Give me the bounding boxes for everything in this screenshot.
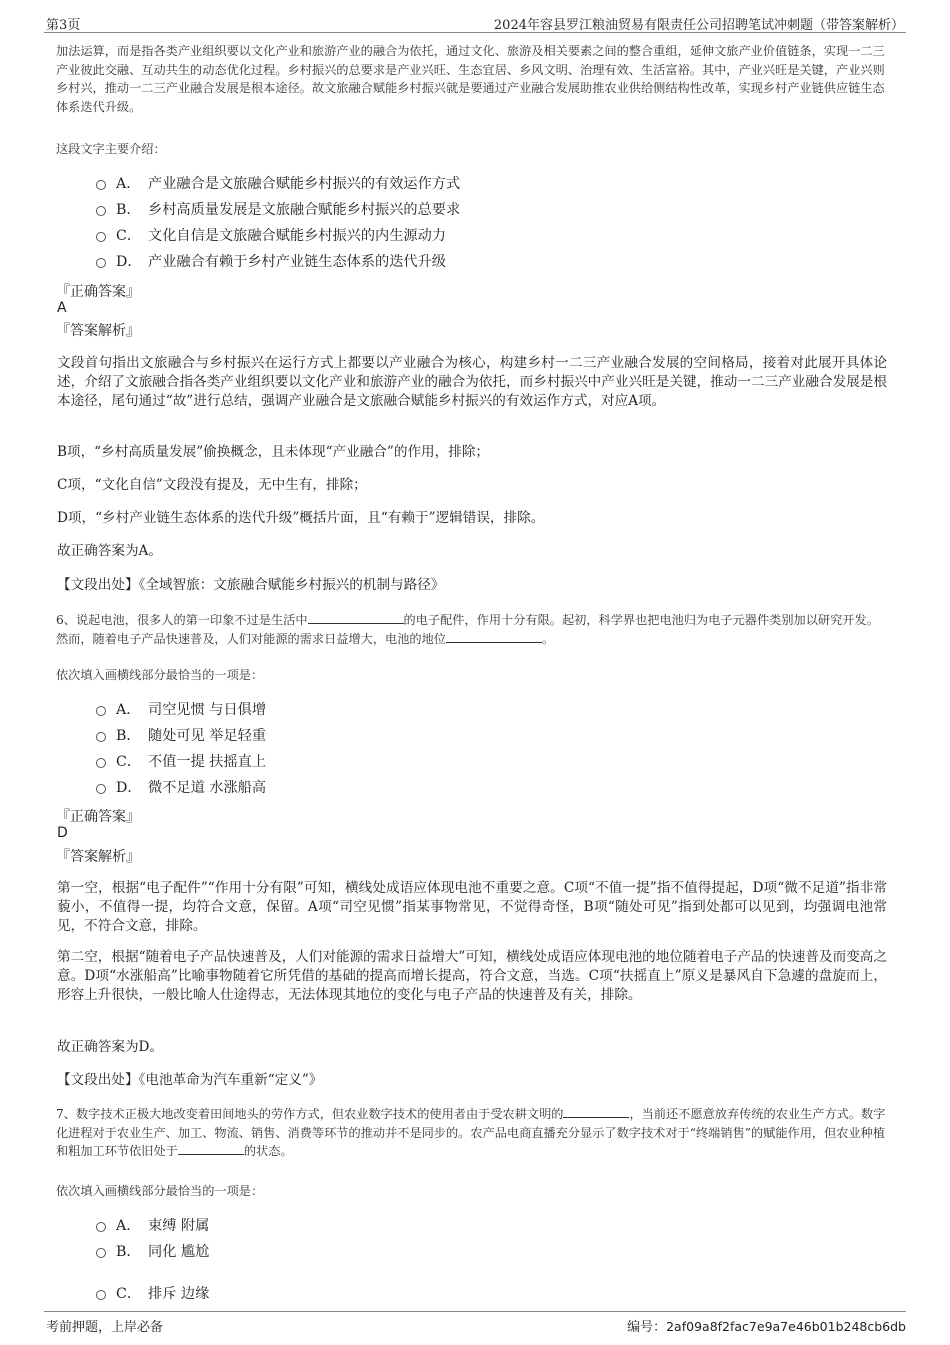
- q6-prompt: 依次填入画横线部分最恰当的一项是：: [56, 668, 264, 682]
- radio-icon[interactable]: [96, 232, 106, 242]
- radio-icon[interactable]: [96, 732, 106, 742]
- radio-icon[interactable]: [96, 784, 106, 794]
- q6-option-c[interactable]: C． 不值一提 扶摇直上: [96, 750, 266, 772]
- q6-answer: D: [57, 825, 68, 841]
- q5-option-a[interactable]: A． 产业融合是文旅融合赋能乡村振兴的有效运作方式: [96, 172, 460, 194]
- radio-icon[interactable]: [96, 180, 106, 190]
- footer-slogan: 考前押题，上岸必备: [46, 1320, 164, 1335]
- q7-option-b[interactable]: B． 同化 尴尬: [96, 1240, 209, 1262]
- q6-analysis-label: 『答案解析』: [56, 849, 140, 865]
- q5-analysis-paragraph: 文段首句指出文旅融合与乡村振兴在运行方式上都要以产业融合为核心，构建乡村一二三产业融合发展的空间格局，接着对此展开具体论述，介绍了文旅融合指各类产业组织要以文化产业和旅游产业的融合为依托，而乡村振兴中产业兴旺是关键，推动一二三产业融合发展是根本途径，尾句通过“故”进行总结，强调产业融合是文旅融合赋能乡村振兴的有效运作方式，对应A项。: [57, 355, 887, 409]
- q5-option-d[interactable]: D． 产业融合有赖于乡村产业链生态体系的迭代升级: [96, 250, 446, 272]
- q5-analysis-paragraph: 故正确答案为A。: [57, 543, 162, 559]
- q5-analysis-paragraph: D项，“乡村产业链生态体系的迭代升级”概括片面，且“有赖于”逻辑错误，排除。: [57, 510, 545, 526]
- q7-prompt: 依次填入画横线部分最恰当的一项是：: [56, 1184, 264, 1198]
- q5-analysis-paragraph: B项，“乡村高质量发展”偷换概念，且未体现“产业融合”的作用，排除；: [57, 444, 490, 460]
- radio-icon[interactable]: [96, 1222, 106, 1232]
- page-header: [44, 10, 906, 33]
- q5-prompt: 这段文字主要介绍：: [56, 142, 166, 156]
- document-code-value: 2af09a8f2fac7e9a7e46b01b248cb6db: [666, 1319, 906, 1334]
- radio-icon[interactable]: [96, 706, 106, 716]
- q5-analysis-label: 『答案解析』: [56, 323, 140, 339]
- q6-option-d[interactable]: D． 微不足道 水涨船高: [96, 776, 266, 798]
- radio-icon[interactable]: [96, 758, 106, 768]
- blank-line: [308, 611, 404, 624]
- q7-stem: 7、数字技术正极大地改变着田间地头的劳作方式，但农业数字技术的使用者由于受农耕文明的 ，当前还不愿意放弃传统的农业生产方式。数字化进程对于农业生产、加工、物流、销售、消费等环节的推动并不是同步的。农产品电商直播充分显示了数字技术对于“终端销售”的赋能作用，但农业种植和粗加工环节依旧处于 的状态。: [56, 1107, 886, 1158]
- q6-source: 【文段出处】《电池革命为汽车重新“定义”》: [57, 1072, 323, 1088]
- radio-icon[interactable]: [96, 206, 106, 216]
- page-number: 第3页: [46, 18, 81, 33]
- q5-analysis-paragraph: C项，“文化自信”文段没有提及，无中生有，排除；: [57, 477, 367, 493]
- q6-option-b[interactable]: B． 随处可见 举足轻重: [96, 724, 266, 746]
- q5-answer-label: 『正确答案』: [56, 284, 140, 300]
- q7-option-a[interactable]: A． 束缚 附属: [96, 1214, 209, 1236]
- q6-answer-label: 『正确答案』: [56, 809, 140, 825]
- page-footer: [44, 1311, 906, 1334]
- q7-option-c[interactable]: C． 排斥 边缘: [96, 1282, 209, 1304]
- document-title: 2024年容县罗江粮油贸易有限责任公司招聘笔试冲刺题（带答案解析）: [493, 18, 904, 33]
- q6-analysis-paragraph: 第二空，根据“随着电子产品快速普及，人们对能源的需求日益增大”可知，横线处成语应体现电池的地位随着电子产品的快速普及而变高之意。D项“水涨船高”比喻事物随着它所凭借的基础的提高而增长提高，符合文意，当选。C项“扶摇直上”原义是暴风自下急遽的盘旋而上，形容上升很快，一般比喻人仕途得志，无法体现其地位的变化与电子产品的快速普及有关，排除。: [57, 949, 887, 1003]
- q6-stem: 6、说起电池，很多人的第一印象不过是生活中 的电子配件，作用十分有限。起初，科学界也把电池归为电子元器件类别加以研究开发。然而，随着电子产品快速普及，人们对能源的需求日益增大，电池的地位 。: [56, 613, 879, 646]
- q6-analysis-paragraph: 第一空，根据“电子配件”“作用十分有限”可知，横线处成语应体现电池不重要之意。C项“不值一提”指不值得提起，D项“微不足道”指非常藐小，不值得一提，均符合文意，保留。A项“司空见惯”指某事物常见，不觉得奇怪，B项“随处可见”指到处都可以见到，均强调电池常见，不符合文意，排除。: [57, 880, 887, 934]
- blank-line: [178, 1142, 244, 1155]
- q5-option-c[interactable]: C． 文化自信是文旅融合赋能乡村振兴的内生源动力: [96, 224, 446, 246]
- document-code: [627, 1316, 906, 1335]
- blank-line: [563, 1105, 629, 1118]
- q5-answer: A: [57, 300, 67, 316]
- q6-option-a[interactable]: A． 司空见惯 与日俱增: [96, 698, 266, 720]
- radio-icon[interactable]: [96, 1248, 106, 1258]
- q5-option-b[interactable]: B． 乡村高质量发展是文旅融合赋能乡村振兴的总要求: [96, 198, 460, 220]
- radio-icon[interactable]: [96, 1290, 106, 1300]
- q6-analysis-paragraph: 故正确答案为D。: [57, 1039, 164, 1055]
- q5-passage: 加法运算，而是指各类产业组织要以文化产业和旅游产业的融合为依托，通过文化、旅游及相关要素之间的整合重组，延伸文旅产业价值链条，实现一二三产业彼此交融、互动共生的动态优化过程。乡村振兴的总要求是产业兴旺、生态宜居、乡风文明、治理有效、生活富裕。其中，产业兴旺是关键，产业兴则乡村兴，推动一二三产业融合发展是根本途径。故文旅融合赋能乡村振兴就是要通过产业融合发展助推农业供给侧结构性改革，实现乡村产业链供应链生态体系迭代升级。: [56, 44, 885, 114]
- document-code-label: 编号：: [627, 1320, 667, 1335]
- q5-source: 【文段出处】《全域智旅：文旅融合赋能乡村振兴的机制与路径》: [57, 577, 445, 593]
- radio-icon[interactable]: [96, 258, 106, 268]
- blank-line: [446, 630, 542, 643]
